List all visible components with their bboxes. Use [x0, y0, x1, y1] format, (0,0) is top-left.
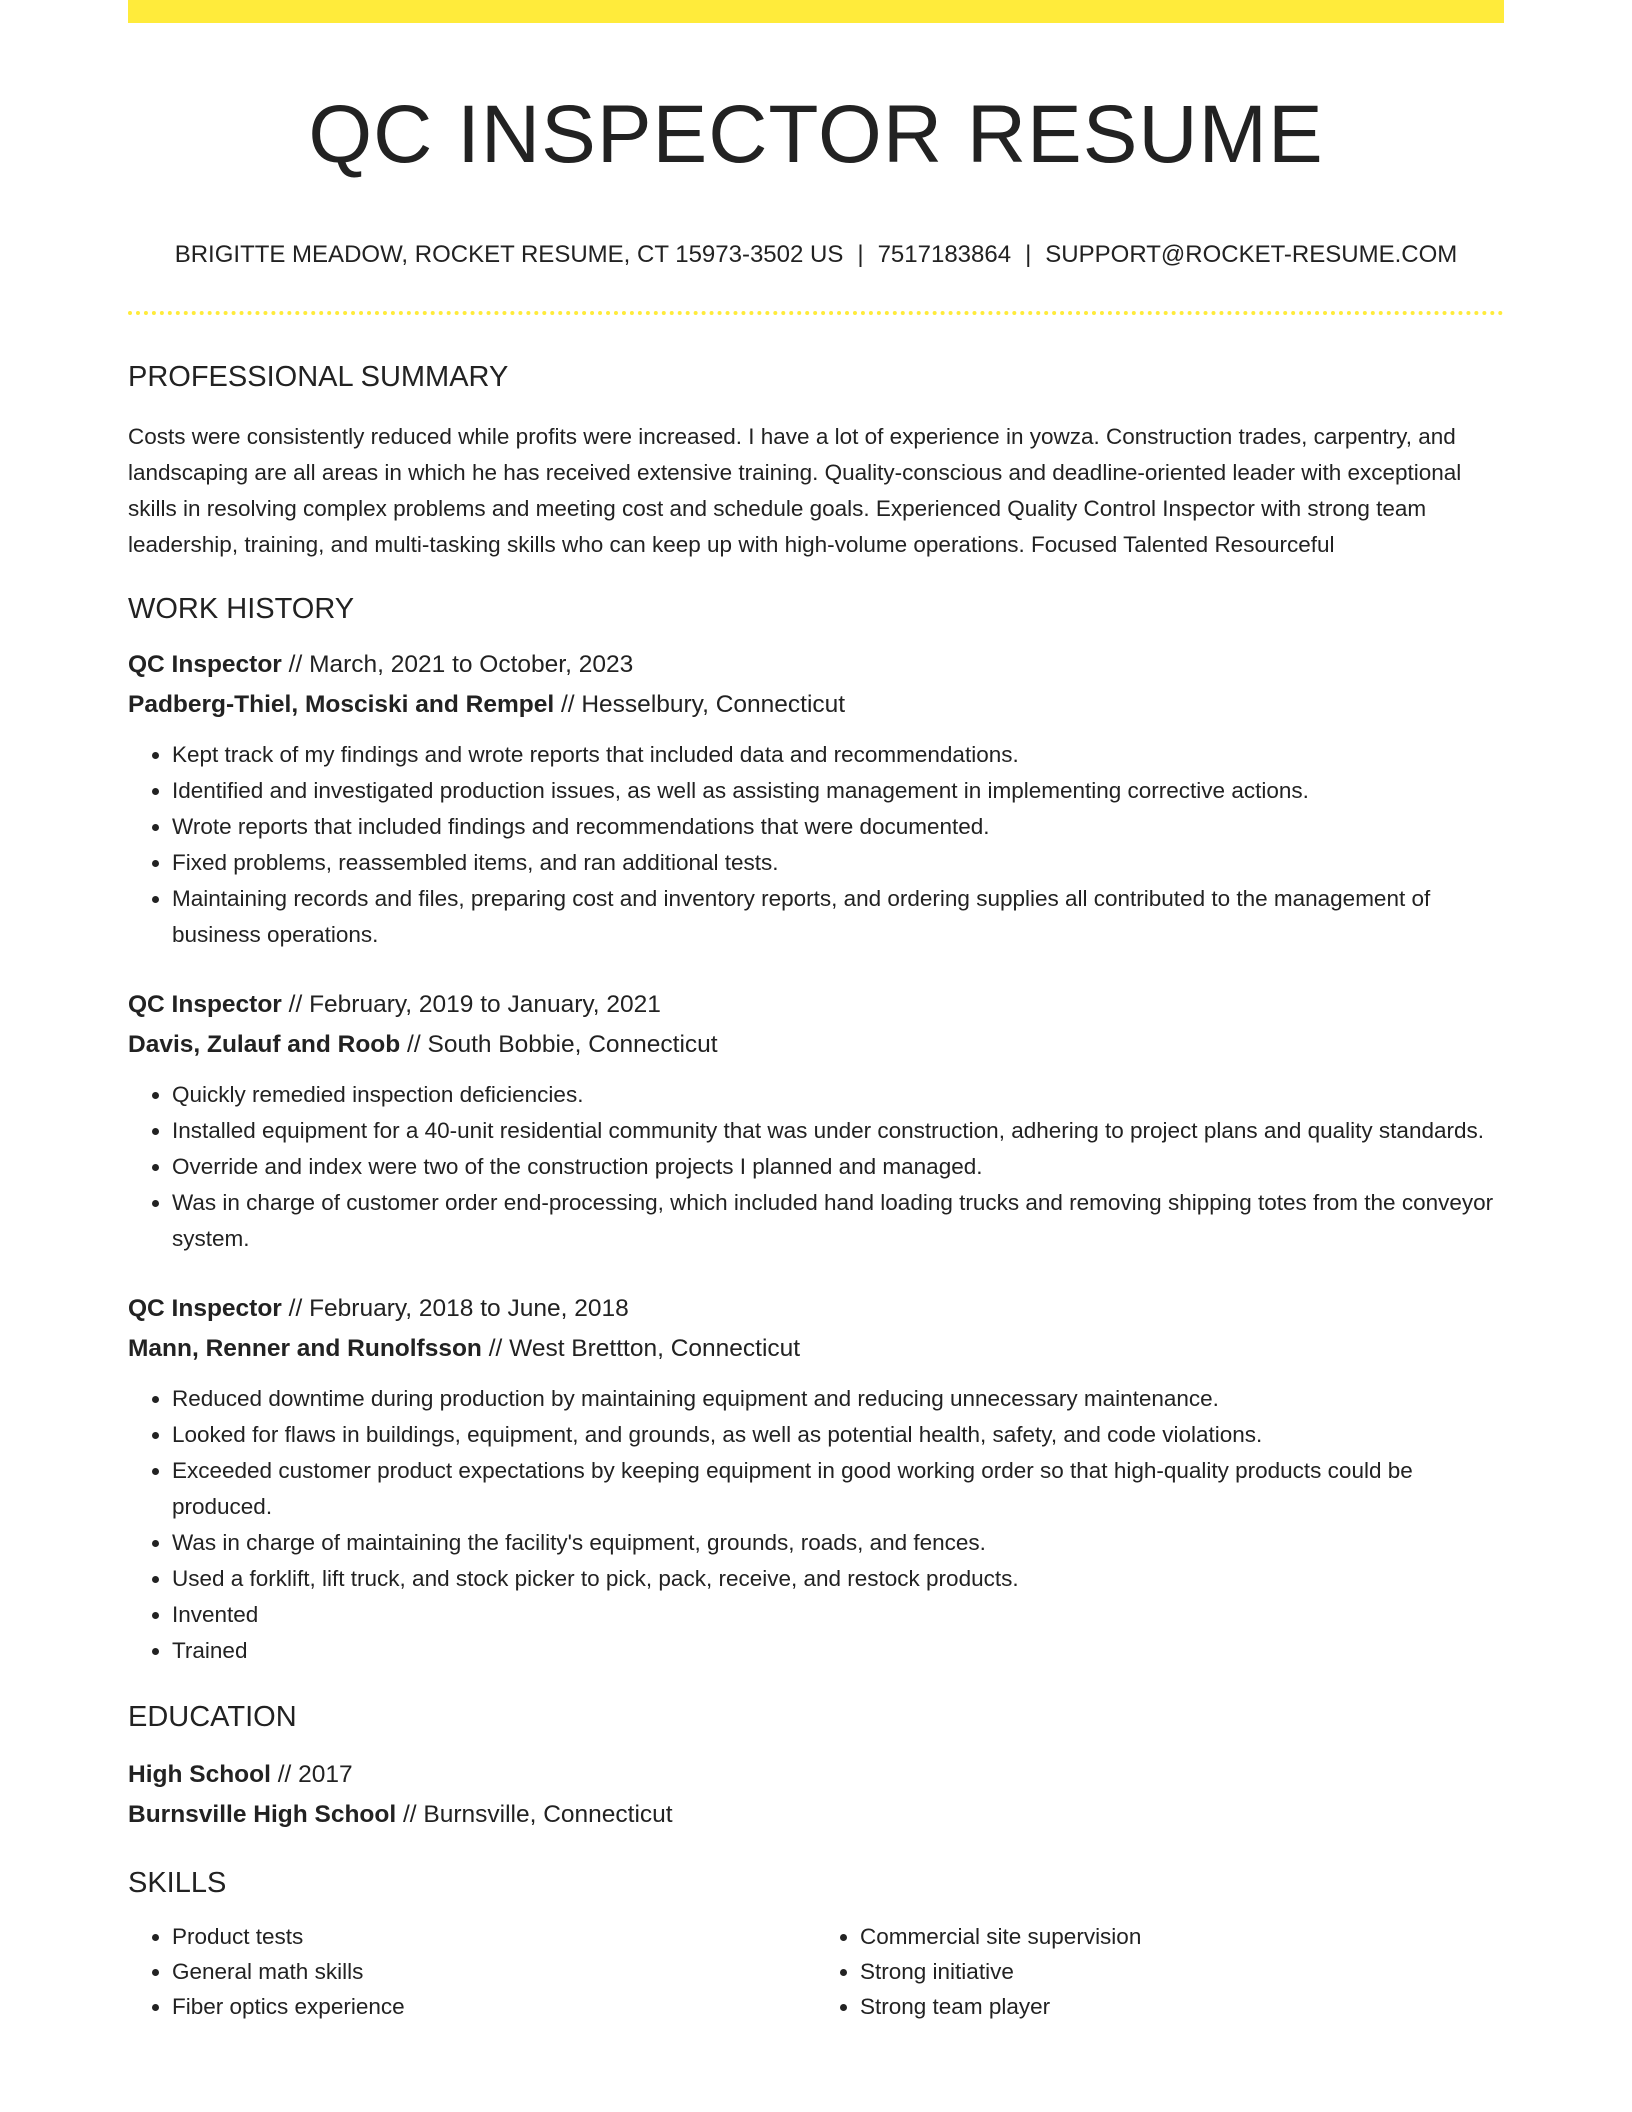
summary-text: Costs were consistently reduced while profits were increased. I have a lot of experience in yowza. Construction trades, carpentry, and landscaping are all areas in which he has received extensive training. Quality-conscious and deadline-oriented leader with exceptional skills in resolving complex problems and meeting cost and schedule goals. Experienced Quality Control Inspector with strong team leadership, training, and multi-tasking skills who can keep up with high-volume operations. Focused Talented Resourceful: [128, 424, 1462, 557]
job-bullet: • Quickly remedied inspection deficiencies.: [172, 1077, 1504, 1113]
skill-item: • Strong team player: [860, 1989, 1504, 2024]
job-entry: [128, 1289, 1504, 1669]
job-bullet: • Used a forklift, lift truck, and stock picker to pick, pack, receive, and restock products.: [172, 1561, 1504, 1597]
school-location: // Burnsville, Connecticut: [396, 1801, 673, 1828]
education-section: [128, 1699, 1504, 1835]
job-company-line: [128, 1025, 1504, 1065]
skills-left-column: [128, 1919, 816, 2024]
contact-phone: 7517183864: [877, 241, 1012, 268]
job-bullets: [128, 737, 1504, 953]
resume-title: QC INSPECTOR RESUME: [308, 89, 1324, 180]
work-history-section: [128, 591, 1504, 1669]
degree: High School: [128, 1761, 271, 1788]
resume-page: [128, 0, 1504, 2024]
job-bullet: • Maintaining records and files, preparing cost and inventory reports, and ordering supplies all contributed to the management of business operations.: [172, 881, 1504, 953]
job-bullet: • Was in charge of customer order end-processing, which included hand loading trucks and removing shipping totes from the conveyor system.: [172, 1185, 1504, 1257]
skills-right-column: [816, 1919, 1504, 2024]
skill-item: • Product tests: [172, 1919, 816, 1954]
school-name: Burnsville High School: [128, 1801, 397, 1828]
job-entry: [128, 645, 1504, 953]
job-bullet: • Override and index were two of the construction projects I planned and managed.: [172, 1149, 1504, 1185]
top-accent-bar: [128, 0, 1504, 23]
job-bullet: • Exceeded customer product expectations by keeping equipment in good working order so that high-quality products could be produced.: [172, 1453, 1504, 1525]
summary-heading: PROFESSIONAL SUMMARY: [128, 361, 509, 393]
job-bullet: • Installed equipment for a 40-unit residential community that was under construction, adhering to project plans and quality standards.: [172, 1113, 1504, 1149]
school-line: [128, 1795, 1504, 1835]
job-company-line: [128, 1329, 1504, 1369]
job-title: QC Inspector: [128, 1295, 282, 1322]
work-history-heading: WORK HISTORY: [128, 593, 355, 625]
job-location: // South Bobbie, Connecticut: [400, 1031, 718, 1058]
job-bullet: • Trained: [172, 1633, 1504, 1669]
skill-item: • General math skills: [172, 1954, 816, 1989]
contact-separator: |: [1025, 241, 1032, 268]
job-location: // Hesselbury, Connecticut: [554, 691, 846, 718]
contact-separator: |: [857, 241, 864, 268]
job-company: Padberg-Thiel, Mosciski and Rempel: [128, 691, 555, 718]
job-bullet: • Reduced downtime during production by maintaining equipment and reducing unnecessary maintenance.: [172, 1381, 1504, 1417]
job-bullet: • Identified and investigated production issues, as well as assisting management in implementing corrective actions.: [172, 773, 1504, 809]
job-bullet: • Fixed problems, reassembled items, and ran additional tests.: [172, 845, 1504, 881]
job-title-line: [128, 645, 1504, 685]
summary-section: [128, 359, 1504, 563]
job-title-line: [128, 1289, 1504, 1329]
job-title: QC Inspector: [128, 651, 282, 678]
skill-item: • Strong initiative: [860, 1954, 1504, 1989]
skill-item: • Commercial site supervision: [860, 1919, 1504, 1954]
skills-grid: [128, 1919, 1504, 2024]
job-title-line: [128, 985, 1504, 1025]
job-entry: [128, 985, 1504, 1257]
skills-section: [128, 1865, 1504, 2024]
job-bullets: [128, 1077, 1504, 1257]
job-bullet: • Looked for flaws in buildings, equipment, and grounds, as well as potential health, safety, and code violations.: [172, 1417, 1504, 1453]
graduation-year: // 2017: [270, 1761, 353, 1788]
job-dates: // February, 2018 to June, 2018: [281, 1295, 629, 1322]
education-heading: EDUCATION: [128, 1701, 297, 1733]
skills-heading: SKILLS: [128, 1867, 227, 1899]
education-entry: [128, 1755, 1504, 1835]
degree-line: [128, 1755, 1504, 1795]
contact-email: SUPPORT@ROCKET-RESUME.COM: [1045, 241, 1458, 268]
job-company: Mann, Renner and Runolfsson: [128, 1335, 482, 1362]
contact-address: BRIGITTE MEADOW, ROCKET RESUME, CT 15973-3502 US: [174, 241, 844, 268]
skill-item: • Fiber optics experience: [172, 1989, 816, 2024]
job-location: // West Brettton, Connecticut: [481, 1335, 801, 1362]
dotted-divider: [128, 311, 1504, 315]
job-dates: // February, 2019 to January, 2021: [281, 991, 661, 1018]
job-company-line: [128, 685, 1504, 725]
job-company: Davis, Zulauf and Roob: [128, 1031, 401, 1058]
job-bullet: • Kept track of my findings and wrote reports that included data and recommendations.: [172, 737, 1504, 773]
job-bullet: • Was in charge of maintaining the facility's equipment, grounds, roads, and fences.: [172, 1525, 1504, 1561]
job-bullet: • Invented: [172, 1597, 1504, 1633]
job-bullets: [128, 1381, 1504, 1669]
contact-line: [128, 239, 1504, 271]
job-bullet: • Wrote reports that included findings and recommendations that were documented.: [172, 809, 1504, 845]
job-title: QC Inspector: [128, 991, 282, 1018]
job-dates: // March, 2021 to October, 2023: [281, 651, 634, 678]
